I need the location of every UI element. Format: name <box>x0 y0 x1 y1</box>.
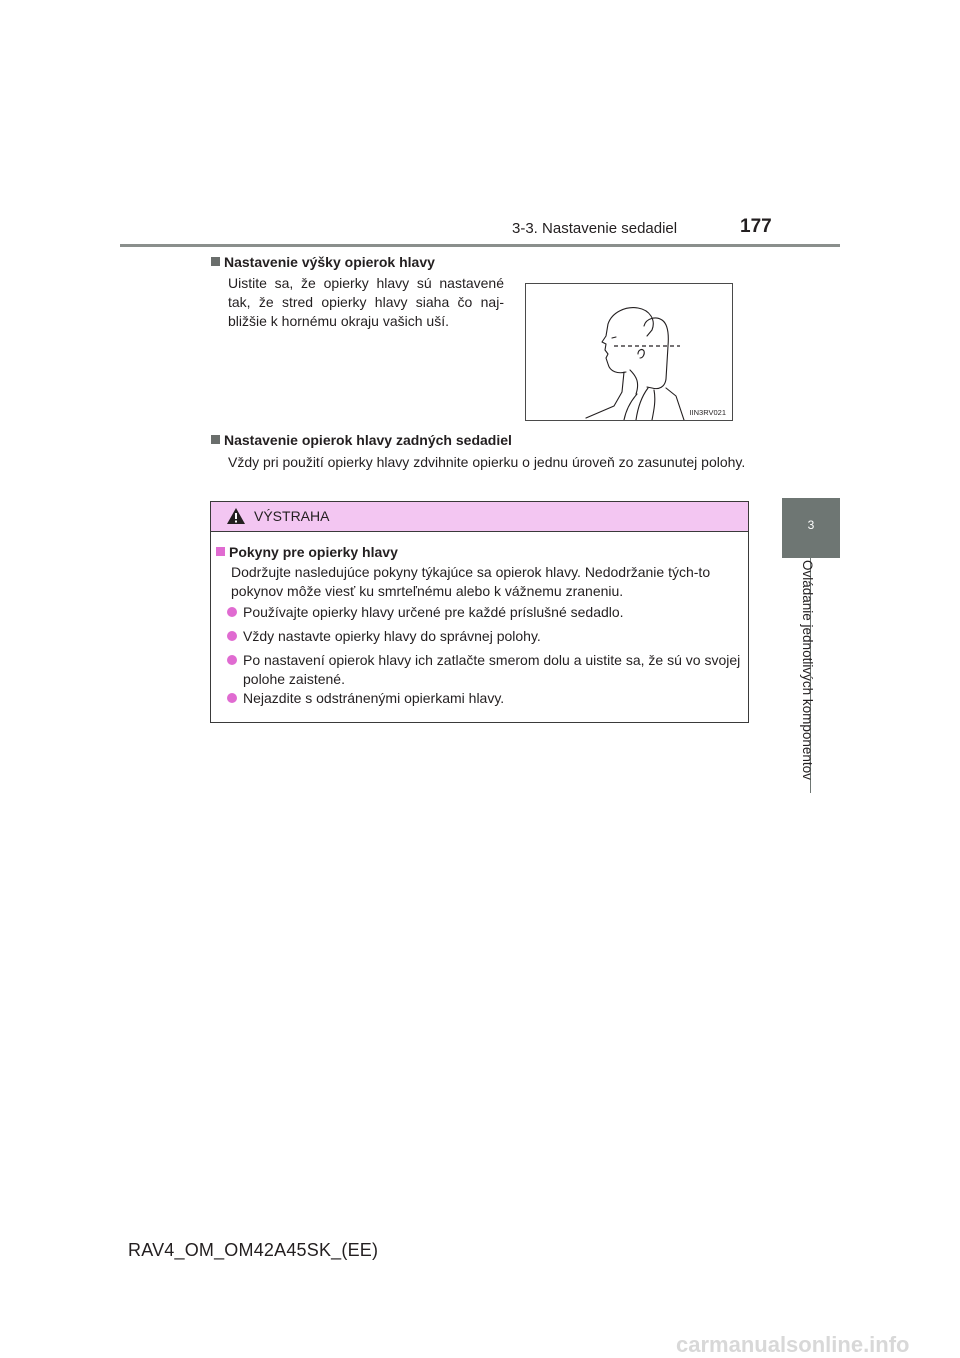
section-heading <box>211 432 512 448</box>
section-title: 3-3. Nastavenie sedadiel <box>512 220 678 237</box>
chapter-title: Ovládanie jednotlivých komponentov <box>800 560 815 780</box>
document-code: RAV4_OM_OM42A45SK_(EE) <box>128 1240 379 1260</box>
watermark: carmanualsonline.info <box>676 1332 910 1357</box>
square-bullet-icon <box>211 257 220 266</box>
warning-bullet-text: Vždy nastavte opierky hlavy do správnej polohy. <box>243 628 541 644</box>
warning-bullet <box>227 603 747 622</box>
warning-bullet <box>227 651 747 689</box>
chapter-number: 3 <box>807 518 815 532</box>
page-number: 177 <box>740 216 772 237</box>
bullet-dot-icon <box>227 607 237 617</box>
warning-header <box>211 502 748 532</box>
bullet-dot-icon <box>227 631 237 641</box>
warning-bullet-text: Nejazdite s odstránenými opierkami hlavy. <box>243 690 505 706</box>
section-paragraph: Vždy pri použití opierky hlavy zdvihnite opierku o jednu úroveň zo zasunutej polohy. <box>228 454 746 470</box>
section-heading-text: Nastavenie výšky opierok hlavy <box>224 254 435 270</box>
warning-heading <box>216 544 398 560</box>
warning-bullet-text: Po nastavení opierok hlavy ich zatlačte smerom dolu a uistite sa, že sú vo svojej polohe zaistené. <box>243 652 741 687</box>
header-rule <box>120 244 840 247</box>
square-bullet-icon <box>211 435 220 444</box>
warning-bullet <box>227 689 747 708</box>
bullet-dot-icon <box>227 693 237 703</box>
warning-heading-text: Pokyny pre opierky hlavy <box>229 544 398 560</box>
square-bullet-icon <box>216 547 225 556</box>
warning-triangle-icon <box>226 507 246 525</box>
bullet-dot-icon <box>227 655 237 665</box>
warning-bullet <box>227 627 747 646</box>
section-heading <box>211 254 435 270</box>
warning-title: VÝSTRAHA <box>254 508 330 524</box>
head-and-headrest-icon <box>526 284 732 420</box>
warning-intro: Dodržujte nasledujúce pokyny týkajúce sa opierok hlavy. Nedodržanie tých-to pokynov môže viesť ku smrteľnému alebo k vážnemu zraneniu. <box>231 564 711 599</box>
warning-box <box>210 501 749 723</box>
figure-code: IIN3RV021 <box>689 408 726 417</box>
warning-bullet-text: Používajte opierky hlavy určené pre každé príslušné sedadlo. <box>243 604 624 620</box>
headrest-illustration <box>525 283 733 421</box>
section-paragraph: Uistite sa, že opierky hlavy sú nastavené tak, že stred opierky hlavy siaha čo naj-bližšie k hornému okraju vašich uší. <box>228 275 504 329</box>
section-heading-text: Nastavenie opierok hlavy zadných sedadiel <box>224 432 512 448</box>
